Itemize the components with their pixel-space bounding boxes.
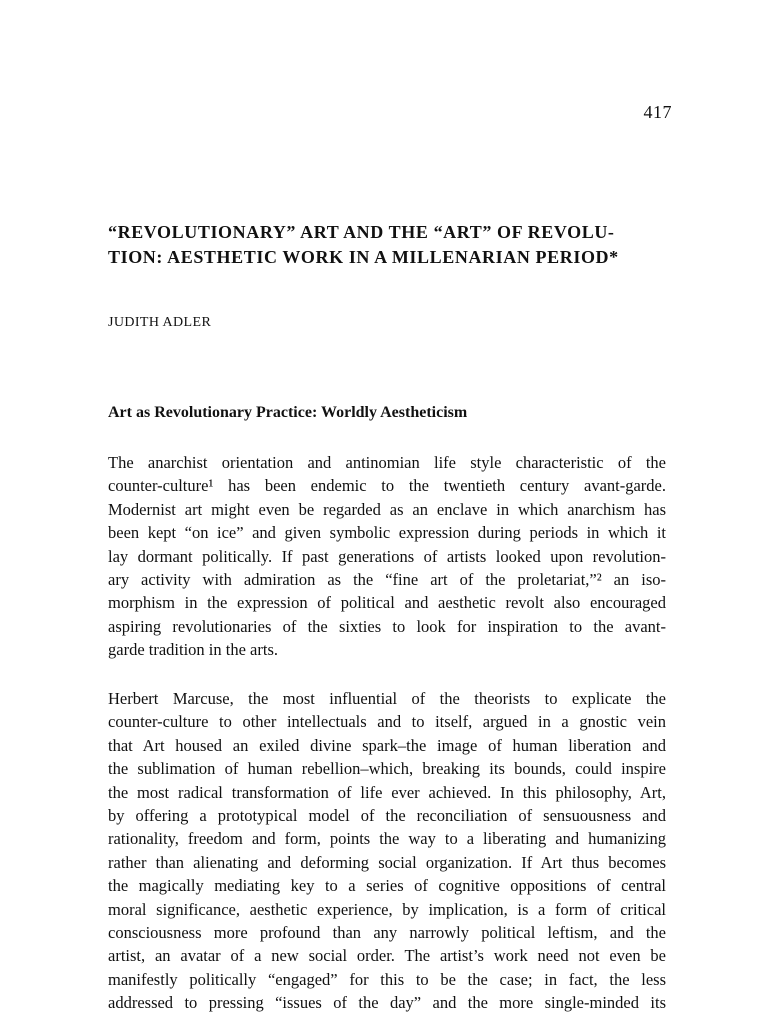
text-line: artist, an avatar of a new social order. The artist’s work need not even be bbox=[108, 946, 666, 966]
text-line: lay dormant politically. If past generations of artists looked upon revolution- bbox=[108, 546, 666, 566]
text-line: Modernist art might even be regarded as an enclave in which anarchism has bbox=[108, 499, 666, 519]
article-title-line: TION: AESTHETIC WORK IN A MILLENARIAN PERIOD* bbox=[108, 247, 619, 267]
text-line: rather than alienating and deforming social organization. If Art thus becomes bbox=[108, 852, 666, 872]
text-line: Herbert Marcuse, the most influential of the theorists to explicate the bbox=[108, 689, 666, 708]
article-title bbox=[108, 220, 670, 270]
text-line: moral significance, aesthetic experience, by implication, is a form of critical bbox=[108, 899, 666, 919]
text-line: morphism in the expression of political and aesthetic revolt also encouraged bbox=[108, 593, 666, 613]
article-title-line: “REVOLUTIONARY” ART AND THE “ART” OF REVOLU- bbox=[108, 222, 615, 242]
text-line: garde tradition in the arts. bbox=[108, 640, 278, 660]
text-line: counter-culture to other intellectuals and to itself, argued in a gnostic vein bbox=[108, 712, 666, 732]
text-line: manifestly politically “engaged” for this to be the case; in fact, the less bbox=[108, 969, 666, 989]
text-line: consciousness more profound than any narrowly political leftism, and the bbox=[108, 923, 666, 943]
text-line: addressed to pressing “issues of the day” and the more single-minded its bbox=[108, 993, 666, 1013]
text-line: been kept “on ice” and given symbolic expression during periods in which it bbox=[108, 523, 666, 543]
text-line: the sublimation of human rebellion–which, breaking its bounds, could inspire bbox=[108, 759, 666, 779]
text-line: aspiring revolutionaries of the sixties to look for inspiration to the avant- bbox=[108, 616, 666, 636]
text-line: the magically mediating key to a series of cognitive oppositions of central bbox=[108, 876, 666, 896]
author-name: JUDITH ADLER bbox=[108, 315, 212, 330]
text-line: The anarchist orientation and antinomian life style characteristic of the bbox=[108, 453, 666, 472]
body-paragraph bbox=[108, 687, 666, 1015]
text-line: by offering a prototypical model of the reconciliation of sensuousness and bbox=[108, 806, 666, 826]
section-heading: Art as Revolutionary Practice: Worldly Aestheticism bbox=[108, 404, 468, 421]
text-line: counter-culture¹ has been endemic to the twentieth century avant-garde. bbox=[108, 476, 666, 496]
page-number: 417 bbox=[643, 102, 672, 122]
text-line: rationality, freedom and form, points the way to a liberating and humanizing bbox=[108, 829, 666, 849]
text-line: the most radical transformation of life ever achieved. In this philosophy, Art, bbox=[108, 782, 666, 802]
text-line: ary activity with admiration as the “fine art of the proletariat,”² an iso- bbox=[108, 570, 666, 590]
body-paragraph bbox=[108, 451, 666, 662]
text-line: that Art housed an exiled divine spark–the image of human liberation and bbox=[108, 735, 666, 755]
